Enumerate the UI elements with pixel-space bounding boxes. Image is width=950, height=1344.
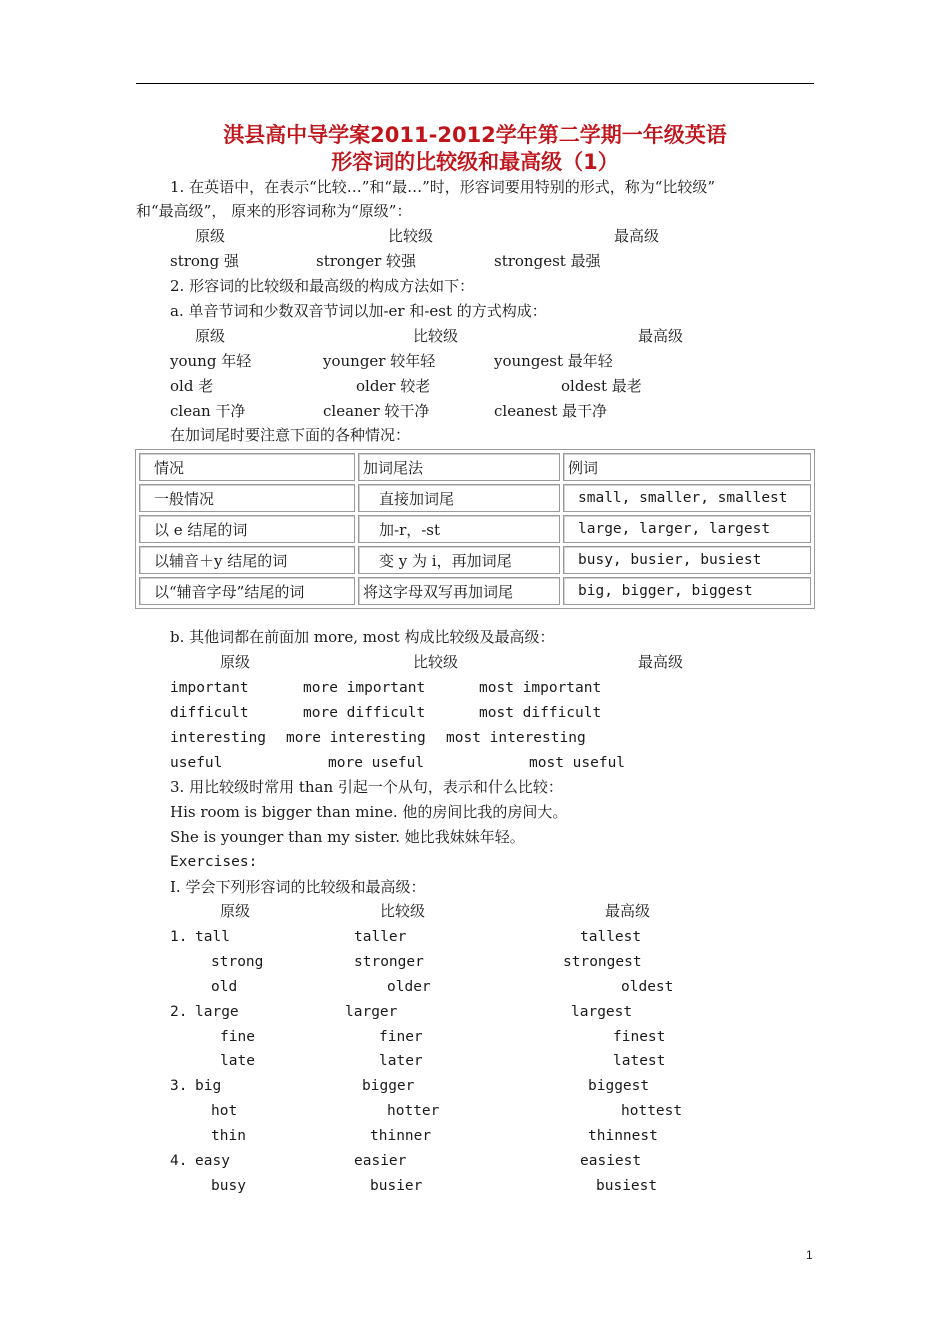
table-row (139, 546, 811, 574)
word-superlative: latest (613, 1053, 666, 1069)
word-comparative: finer (379, 1029, 423, 1045)
table-cell: busy, busier, busiest (563, 546, 811, 574)
example-base: strong 强 (170, 252, 239, 270)
word-comparative: cleaner 较干净 (323, 402, 430, 420)
table-header: 例词 (563, 453, 811, 481)
col-header-base: 原级 (220, 902, 251, 920)
exercise-instruction: I. 学会下列形容词的比较级和最高级： (170, 878, 426, 896)
word-base: clean 干净 (170, 402, 246, 420)
word-base: easy (195, 1153, 230, 1169)
word-base: important (170, 680, 249, 696)
paragraph: 1. 在英语中，在表示“比较…”和“最…”时，形容词要用特别的形式，称为“比较级” (170, 178, 716, 196)
exercise-number: 2. (170, 1004, 188, 1020)
table-header-row (139, 453, 811, 481)
word-base: large (195, 1004, 239, 1020)
exercises-heading: Exercises: (170, 854, 258, 870)
word-superlative: tallest (580, 929, 642, 945)
example-superlative: strongest 最强 (494, 252, 601, 270)
word-base: useful (170, 755, 223, 771)
word-superlative: most difficult (479, 705, 602, 721)
table-cell: 一般情况 (139, 484, 355, 512)
word-comparative: busier (370, 1178, 423, 1194)
col-header-superlative: 最高级 (605, 902, 651, 920)
word-base: hot (211, 1103, 238, 1119)
note: 在加词尾时要注意下面的各种情况： (170, 426, 411, 444)
word-base: interesting (170, 730, 267, 746)
word-superlative: busiest (596, 1178, 658, 1194)
table-cell: 将这字母双写再加词尾 (358, 577, 560, 605)
example-comparative: stronger 较强 (316, 252, 417, 270)
exercise-number: 1. (170, 929, 188, 945)
page-number: 1 (806, 1248, 813, 1262)
col-header-superlative: 最高级 (638, 653, 684, 671)
word-base: tall (195, 929, 230, 945)
word-comparative: easier (354, 1153, 407, 1169)
col-header-superlative: 最高级 (638, 327, 684, 345)
table-row (139, 577, 811, 605)
col-header-base: 原级 (195, 327, 226, 345)
word-comparative: more interesting (286, 730, 426, 746)
col-header-base: 原级 (220, 653, 251, 671)
table-cell: 以辅音＋y 结尾的词 (139, 546, 355, 574)
rules-table (135, 449, 815, 609)
paragraph: 和“最高级”， 原来的形容词称为“原级”： (136, 202, 412, 220)
word-comparative: more difficult (303, 705, 426, 721)
table-cell: 以 e 结尾的词 (139, 515, 355, 543)
word-base: old (211, 979, 238, 995)
word-superlative: finest (613, 1029, 666, 1045)
table-cell: big, bigger, biggest (563, 577, 811, 605)
word-superlative: thinnest (588, 1128, 658, 1144)
word-comparative: bigger (362, 1078, 415, 1094)
word-base: big (195, 1078, 222, 1094)
word-comparative: more important (303, 680, 426, 696)
section-heading: 3. 用比较级时常用 than 引起一个从句，表示和什么比较： (170, 778, 563, 796)
table-header: 情况 (139, 453, 355, 481)
example-sentence: She is younger than my sister. 她比我妹妹年轻。 (170, 828, 525, 846)
table-header: 加词尾法 (358, 453, 560, 481)
col-header-comparative: 比较级 (380, 902, 426, 920)
word-comparative: later (379, 1053, 423, 1069)
table-row (139, 515, 811, 543)
word-base: old 老 (170, 377, 214, 395)
word-comparative: stronger (354, 954, 424, 970)
section-heading: 2. 形容词的比较级和最高级的构成方法如下： (170, 277, 475, 295)
word-comparative: more useful (328, 755, 425, 771)
word-comparative: taller (354, 929, 407, 945)
col-header-comparative: 比较级 (413, 327, 459, 345)
table-cell: 直接加词尾 (358, 484, 560, 512)
word-base: fine (220, 1029, 255, 1045)
exercise-number: 3. (170, 1078, 188, 1094)
col-header-superlative: 最高级 (614, 227, 660, 245)
header-rule (136, 83, 814, 84)
word-superlative: strongest (563, 954, 642, 970)
table-row (139, 484, 811, 512)
doc-subtitle: 形容词的比较级和最高级（1） (331, 150, 619, 174)
word-base: young 年轻 (170, 352, 252, 370)
table-cell: 变 y 为 i，再加词尾 (358, 546, 560, 574)
word-superlative: most interesting (446, 730, 586, 746)
word-base: difficult (170, 705, 249, 721)
word-superlative: easiest (580, 1153, 642, 1169)
word-comparative: thinner (370, 1128, 432, 1144)
table-cell: 以“辅音字母”结尾的词 (139, 577, 355, 605)
section-heading: b. 其他词都在前面加 more, most 构成比较级及最高级： (170, 628, 555, 646)
word-base: late (220, 1053, 255, 1069)
word-comparative: larger (345, 1004, 398, 1020)
word-comparative: older 较老 (356, 377, 431, 395)
word-base: busy (211, 1178, 246, 1194)
word-comparative: younger 较年轻 (323, 352, 436, 370)
table-cell: 加-r，-st (358, 515, 560, 543)
table-cell: large, larger, largest (563, 515, 811, 543)
col-header-comparative: 比较级 (413, 653, 459, 671)
word-superlative: most important (479, 680, 602, 696)
word-superlative: largest (571, 1004, 633, 1020)
word-superlative: biggest (588, 1078, 650, 1094)
word-superlative: cleanest 最干净 (494, 402, 608, 420)
word-superlative: youngest 最年轻 (494, 352, 613, 370)
example-sentence: His room is bigger than mine. 他的房间比我的房间大。 (170, 803, 568, 821)
exercise-number: 4. (170, 1153, 188, 1169)
word-comparative: hotter (387, 1103, 440, 1119)
word-superlative: hottest (621, 1103, 683, 1119)
word-base: strong (211, 954, 264, 970)
doc-title: 淇县高中导学案2011-2012学年第二学期一年级英语 (223, 123, 727, 147)
word-comparative: older (387, 979, 431, 995)
table-cell: small, smaller, smallest (563, 484, 811, 512)
word-superlative: oldest 最老 (561, 377, 642, 395)
col-header-comparative: 比较级 (388, 227, 434, 245)
col-header-base: 原级 (195, 227, 226, 245)
word-superlative: oldest (621, 979, 674, 995)
word-superlative: most useful (529, 755, 626, 771)
word-base: thin (211, 1128, 246, 1144)
section-heading: a. 单音节词和少数双音节词以加-er 和-est 的方式构成： (170, 302, 547, 320)
